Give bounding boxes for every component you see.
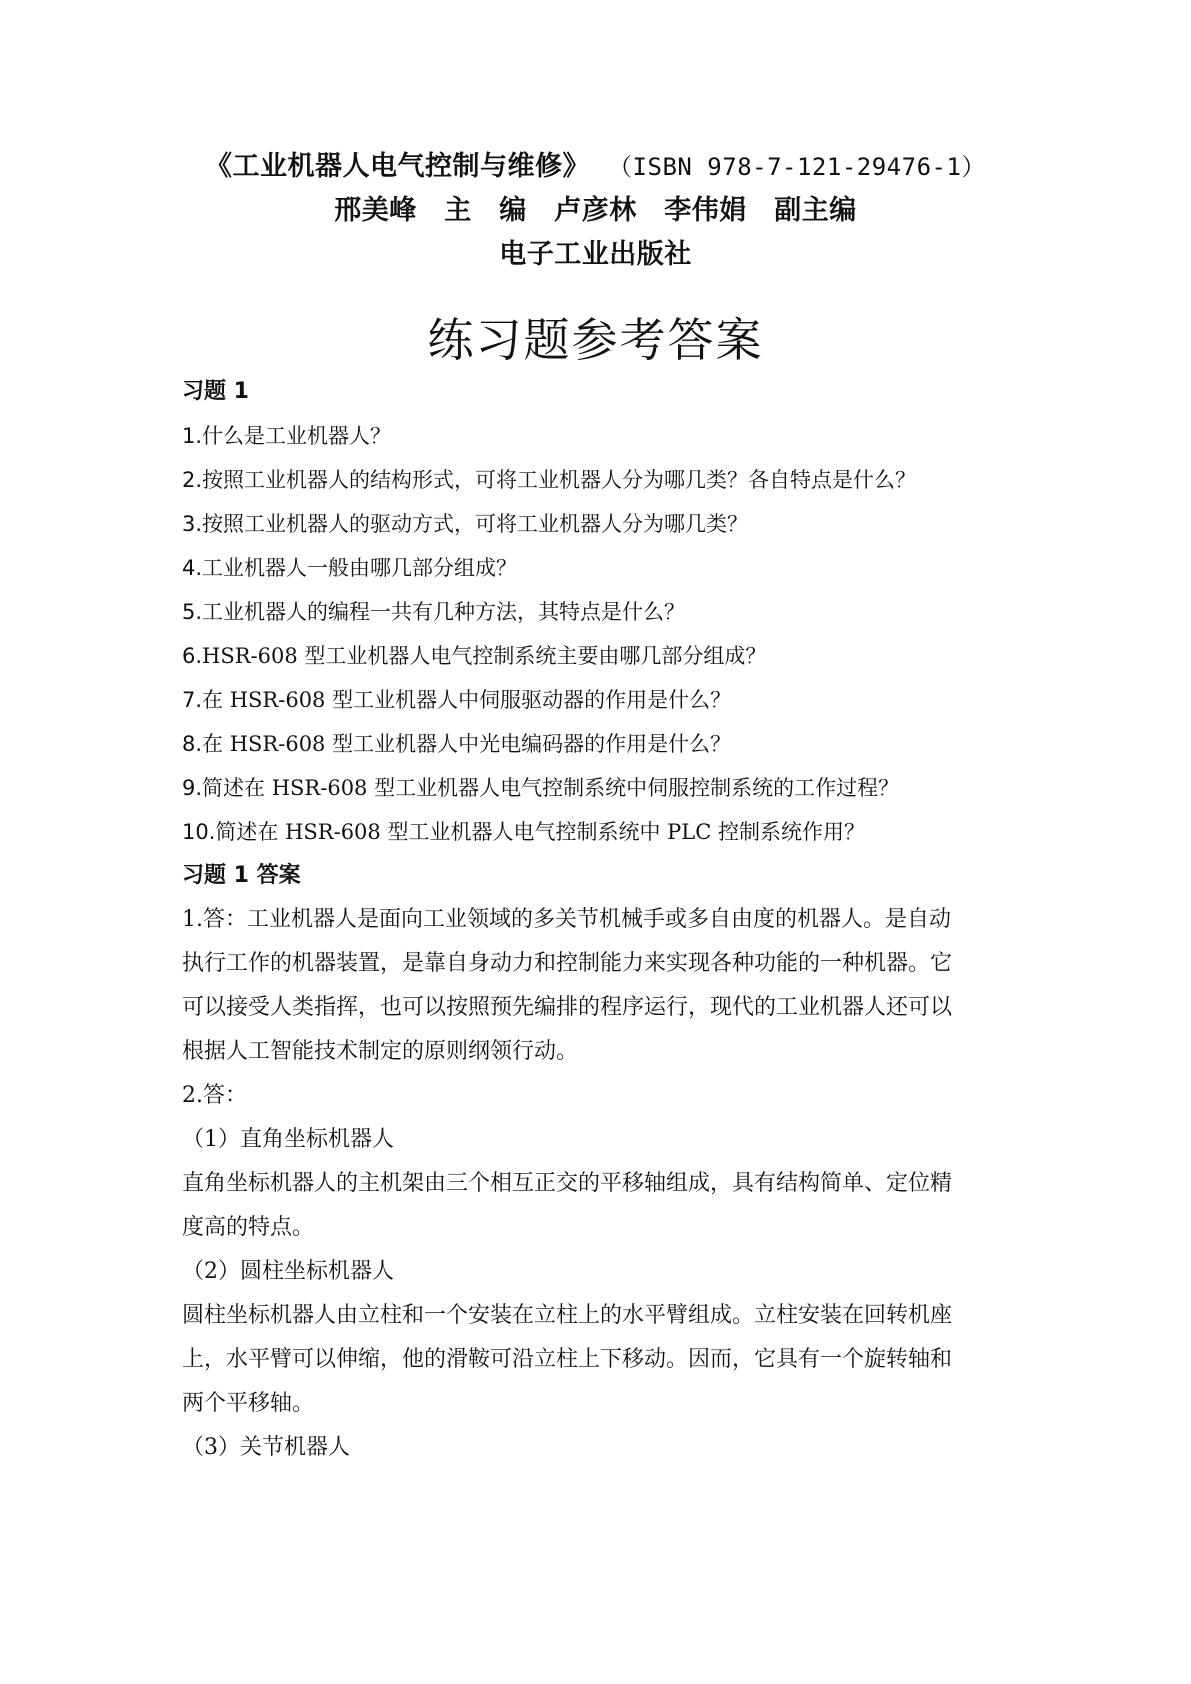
question-item: 2.按照工业机器人的结构形式，可将工业机器人分为哪几类？各自特点是什么？ bbox=[182, 468, 917, 492]
question-item: 4.工业机器人一般由哪几部分组成？ bbox=[182, 556, 518, 580]
answer-1-line: 根据人工智能技术制定的原则纲领行动。 bbox=[182, 1039, 579, 1064]
answer-2-item-1-line: 度高的特点。 bbox=[182, 1215, 315, 1240]
book-title-line bbox=[0, 145, 1191, 189]
isbn: （ISBN 978-7-121-29476-1） bbox=[620, 153, 986, 181]
answer-2-item-2-line: 圆柱坐标机器人由立柱和一个安装在立柱上的水平臂组成。立柱安装在回转机座 bbox=[182, 1303, 953, 1328]
question-item: 6.HSR-608 型工业机器人电气控制系统主要由哪几部分组成？ bbox=[182, 644, 767, 668]
question-item: 10.简述在 HSR-608 型工业机器人电气控制系统中 PLC 控制系统作用？ bbox=[182, 820, 865, 844]
answer-1-line: 1.答：工业机器人是面向工业领域的多关节机械手或多自由度的机器人。是自动 bbox=[182, 907, 951, 932]
question-item: 7.在 HSR-608 型工业机器人中伺服驱动器的作用是什么？ bbox=[182, 688, 732, 712]
answer-2-item-2-line: 上，水平臂可以伸缩，他的滑鞍可沿立柱上下移动。因而，它具有一个旋转轴和 bbox=[182, 1347, 953, 1372]
question-item: 1.什么是工业机器人？ bbox=[182, 424, 392, 448]
question-item: 9.简述在 HSR-608 型工业机器人电气控制系统中伺服控制系统的工作过程？ bbox=[182, 776, 900, 800]
book-title: 《工业机器人电气控制与维修》 bbox=[205, 151, 591, 182]
body-content bbox=[182, 370, 1022, 1470]
answer-2-item-2-line: 两个平移轴。 bbox=[182, 1391, 315, 1416]
question-item: 5.工业机器人的编程一共有几种方法，其特点是什么？ bbox=[182, 600, 686, 624]
answer-2-item-3-title: （3）关节机器人 bbox=[182, 1435, 350, 1460]
exercise-1-heading: 习题 1 bbox=[182, 379, 249, 404]
question-item: 3.按照工业机器人的驱动方式，可将工业机器人分为哪几类？ bbox=[182, 512, 749, 536]
answer-1-line: 可以接受人类指挥，也可以按照预先编排的程序运行，现代的工业机器人还可以 bbox=[182, 995, 953, 1020]
answers-1-heading: 习题 1 答案 bbox=[182, 863, 301, 888]
answer-2-item-1-title: （1）直角坐标机器人 bbox=[182, 1127, 394, 1152]
editors-line: 邢美峰 主 编 卢彦林 李伟娟 副主编 bbox=[334, 195, 857, 226]
question-item: 8.在 HSR-608 型工业机器人中光电编码器的作用是什么？ bbox=[182, 732, 732, 756]
answer-2-intro: 2.答： bbox=[182, 1083, 247, 1108]
header-block bbox=[0, 145, 1191, 277]
answer-2-item-2-title: （2）圆柱坐标机器人 bbox=[182, 1259, 394, 1284]
answer-1-line: 执行工作的机器装置，是靠自身动力和控制能力来实现各种功能的一种机器。它 bbox=[182, 951, 953, 976]
document-title: 练习题参考答案 bbox=[427, 313, 764, 367]
answer-2-item-1-line: 直角坐标机器人的主机架由三个相互正交的平移轴组成，具有结构简单、定位精 bbox=[182, 1171, 953, 1196]
publisher-line: 电子工业出版社 bbox=[499, 239, 692, 270]
